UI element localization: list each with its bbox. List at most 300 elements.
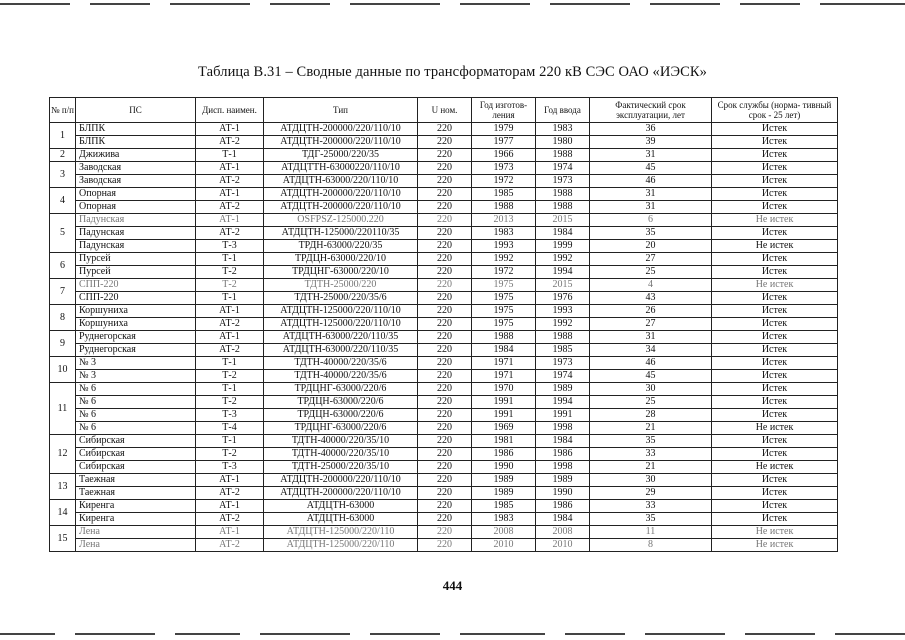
cell-year-in: 1989	[536, 474, 590, 487]
cell-disp: Т-1	[196, 435, 264, 448]
cell-year-in: 1973	[536, 357, 590, 370]
col-disp: Дисп. наимен.	[196, 98, 264, 123]
scan-artifact-top	[0, 0, 905, 10]
cell-type: АТДЦТН-200000/220/110/10	[264, 487, 418, 500]
cell-actual-term: 45	[590, 370, 712, 383]
cell-num: 8	[50, 305, 76, 331]
cell-type: ТРДЦНГ-63000/220/6	[264, 383, 418, 396]
cell-year-made: 1983	[472, 227, 536, 240]
cell-ps: Сибирская	[76, 435, 196, 448]
table-row	[50, 279, 838, 292]
cell-disp: Т-1	[196, 253, 264, 266]
cell-actual-term: 36	[590, 123, 712, 136]
cell-disp: АТ-1	[196, 188, 264, 201]
cell-disp: АТ-2	[196, 136, 264, 149]
table-row	[50, 136, 838, 149]
cell-actual-term: 35	[590, 513, 712, 526]
cell-u-nom: 220	[418, 422, 472, 435]
cell-u-nom: 220	[418, 136, 472, 149]
cell-ps: Падунская	[76, 240, 196, 253]
cell-service-life: Не истек	[712, 214, 838, 227]
cell-u-nom: 220	[418, 461, 472, 474]
table-row	[50, 175, 838, 188]
cell-u-nom: 220	[418, 214, 472, 227]
cell-actual-term: 8	[590, 539, 712, 552]
col-year-made: Год изготов- ления	[472, 98, 536, 123]
cell-actual-term: 46	[590, 357, 712, 370]
cell-disp: Т-2	[196, 396, 264, 409]
col-type: Тип	[264, 98, 418, 123]
cell-service-life: Истек	[712, 409, 838, 422]
cell-year-made: 1972	[472, 175, 536, 188]
cell-u-nom: 220	[418, 396, 472, 409]
cell-disp: АТ-2	[196, 227, 264, 240]
cell-disp: Т-3	[196, 461, 264, 474]
cell-u-nom: 220	[418, 539, 472, 552]
cell-u-nom: 220	[418, 331, 472, 344]
cell-disp: Т-2	[196, 279, 264, 292]
col-unom: U ном.	[418, 98, 472, 123]
cell-year-in: 1984	[536, 513, 590, 526]
cell-service-life: Истек	[712, 253, 838, 266]
cell-year-in: 1988	[536, 149, 590, 162]
cell-actual-term: 21	[590, 461, 712, 474]
col-service-life: Срок службы (норма- тивный срок - 25 лет)	[712, 98, 838, 123]
cell-disp: АТ-2	[196, 344, 264, 357]
cell-disp: АТ-1	[196, 526, 264, 539]
cell-u-nom: 220	[418, 201, 472, 214]
cell-type: ТРДЦН-63000/220/10	[264, 253, 418, 266]
table-row	[50, 188, 838, 201]
cell-type: ТРДЦН-63000/220/6	[264, 409, 418, 422]
cell-year-in: 1988	[536, 188, 590, 201]
cell-ps: Опорная	[76, 201, 196, 214]
cell-year-in: 2015	[536, 214, 590, 227]
cell-u-nom: 220	[418, 279, 472, 292]
cell-actual-term: 33	[590, 448, 712, 461]
cell-disp: Т-4	[196, 422, 264, 435]
cell-u-nom: 220	[418, 253, 472, 266]
cell-service-life: Истек	[712, 318, 838, 331]
header-row	[50, 98, 838, 123]
cell-ps: Заводская	[76, 175, 196, 188]
cell-actual-term: 31	[590, 188, 712, 201]
cell-actual-term: 27	[590, 318, 712, 331]
cell-u-nom: 220	[418, 513, 472, 526]
cell-u-nom: 220	[418, 500, 472, 513]
cell-ps: Пурсей	[76, 266, 196, 279]
cell-year-in: 2015	[536, 279, 590, 292]
cell-service-life: Истек	[712, 435, 838, 448]
cell-service-life: Истек	[712, 357, 838, 370]
table-row	[50, 162, 838, 175]
cell-u-nom: 220	[418, 149, 472, 162]
cell-disp: АТ-2	[196, 487, 264, 500]
cell-service-life: Истек	[712, 305, 838, 318]
table-row	[50, 240, 838, 253]
cell-disp: Т-3	[196, 240, 264, 253]
table-row	[50, 448, 838, 461]
cell-u-nom: 220	[418, 370, 472, 383]
cell-service-life: Истек	[712, 162, 838, 175]
cell-num: 11	[50, 383, 76, 435]
cell-type: ТДТН-40000/220/35/6	[264, 370, 418, 383]
cell-type: ТДТН-40000/220/35/10	[264, 435, 418, 448]
cell-actual-term: 30	[590, 383, 712, 396]
cell-ps: Таежная	[76, 487, 196, 500]
cell-year-made: 1989	[472, 474, 536, 487]
cell-actual-term: 27	[590, 253, 712, 266]
table-row	[50, 201, 838, 214]
cell-ps: № 6	[76, 396, 196, 409]
cell-year-made: 1992	[472, 253, 536, 266]
cell-ps: СПП-220	[76, 279, 196, 292]
cell-disp: АТ-1	[196, 331, 264, 344]
cell-disp: Т-3	[196, 409, 264, 422]
table-row	[50, 422, 838, 435]
cell-type: ТДТН-40000/220/35/6	[264, 357, 418, 370]
cell-type: АТДЦТН-63000/220/110/35	[264, 344, 418, 357]
cell-ps: Руднегорская	[76, 344, 196, 357]
table-row	[50, 253, 838, 266]
cell-u-nom: 220	[418, 240, 472, 253]
cell-service-life: Истек	[712, 383, 838, 396]
cell-disp: АТ-2	[196, 201, 264, 214]
cell-service-life: Не истек	[712, 526, 838, 539]
cell-year-made: 1973	[472, 162, 536, 175]
cell-actual-term: 21	[590, 422, 712, 435]
cell-u-nom: 220	[418, 266, 472, 279]
cell-actual-term: 20	[590, 240, 712, 253]
cell-ps: Сибирская	[76, 461, 196, 474]
cell-year-made: 1970	[472, 383, 536, 396]
cell-service-life: Не истек	[712, 461, 838, 474]
cell-u-nom: 220	[418, 474, 472, 487]
cell-service-life: Истек	[712, 513, 838, 526]
cell-ps: Коршуниха	[76, 305, 196, 318]
cell-actual-term: 39	[590, 136, 712, 149]
cell-type: ТДТН-25000/220/35/10	[264, 461, 418, 474]
cell-ps: Таежная	[76, 474, 196, 487]
table-row	[50, 526, 838, 539]
table-row	[50, 318, 838, 331]
cell-year-in: 2008	[536, 526, 590, 539]
cell-service-life: Истек	[712, 396, 838, 409]
cell-type: АТДЦТН-200000/220/110/10	[264, 123, 418, 136]
table-row	[50, 331, 838, 344]
cell-actual-term: 31	[590, 149, 712, 162]
cell-year-made: 1979	[472, 123, 536, 136]
cell-service-life: Истек	[712, 331, 838, 344]
cell-ps: № 6	[76, 422, 196, 435]
cell-disp: АТ-1	[196, 214, 264, 227]
cell-actual-term: 29	[590, 487, 712, 500]
cell-year-in: 1988	[536, 201, 590, 214]
table-row	[50, 474, 838, 487]
cell-disp: Т-1	[196, 357, 264, 370]
cell-year-made: 1975	[472, 305, 536, 318]
cell-ps: № 6	[76, 383, 196, 396]
cell-ps: Джижива	[76, 149, 196, 162]
cell-type: АТДЦТН-125000/220/110/10	[264, 318, 418, 331]
cell-service-life: Истек	[712, 123, 838, 136]
cell-type: АТДЦТН-200000/220/110/10	[264, 188, 418, 201]
cell-year-in: 1994	[536, 396, 590, 409]
cell-actual-term: 43	[590, 292, 712, 305]
cell-ps: № 3	[76, 370, 196, 383]
cell-service-life: Не истек	[712, 279, 838, 292]
cell-year-made: 1988	[472, 201, 536, 214]
table-row	[50, 227, 838, 240]
cell-ps: Падунская	[76, 214, 196, 227]
cell-ps: БЛПК	[76, 136, 196, 149]
table-row	[50, 435, 838, 448]
col-ps: ПС	[76, 98, 196, 123]
cell-ps: Руднегорская	[76, 331, 196, 344]
cell-year-made: 1975	[472, 279, 536, 292]
cell-type: ТДТН-40000/220/35/10	[264, 448, 418, 461]
cell-type: АТДЦТН-125000/220/110/10	[264, 305, 418, 318]
col-num: № п/п	[50, 98, 76, 123]
cell-actual-term: 6	[590, 214, 712, 227]
cell-service-life: Истек	[712, 474, 838, 487]
cell-u-nom: 220	[418, 526, 472, 539]
cell-service-life: Истек	[712, 266, 838, 279]
table-row	[50, 370, 838, 383]
cell-year-in: 1984	[536, 435, 590, 448]
cell-service-life: Истек	[712, 487, 838, 500]
cell-u-nom: 220	[418, 188, 472, 201]
table-row	[50, 500, 838, 513]
cell-u-nom: 220	[418, 292, 472, 305]
cell-year-made: 1984	[472, 344, 536, 357]
cell-year-made: 1971	[472, 370, 536, 383]
col-year-in: Год ввода	[536, 98, 590, 123]
table-row	[50, 539, 838, 552]
cell-year-made: 1985	[472, 188, 536, 201]
cell-disp: АТ-1	[196, 474, 264, 487]
cell-num: 2	[50, 149, 76, 162]
cell-disp: Т-2	[196, 266, 264, 279]
cell-actual-term: 30	[590, 474, 712, 487]
cell-actual-term: 4	[590, 279, 712, 292]
cell-year-in: 1989	[536, 383, 590, 396]
cell-ps: Коршуниха	[76, 318, 196, 331]
cell-type: ТДТН-25000/220	[264, 279, 418, 292]
cell-type: АТДЦТН-63000/220/110/10	[264, 175, 418, 188]
table-row	[50, 292, 838, 305]
cell-u-nom: 220	[418, 227, 472, 240]
cell-service-life: Истек	[712, 292, 838, 305]
cell-year-made: 1981	[472, 435, 536, 448]
cell-num: 5	[50, 214, 76, 253]
cell-disp: АТ-2	[196, 175, 264, 188]
cell-type: АТДЦТН-125000/220110/35	[264, 227, 418, 240]
cell-actual-term: 33	[590, 500, 712, 513]
scan-artifact-bottom	[0, 630, 905, 640]
cell-ps: СПП-220	[76, 292, 196, 305]
cell-year-made: 1983	[472, 513, 536, 526]
cell-year-in: 1992	[536, 318, 590, 331]
cell-u-nom: 220	[418, 162, 472, 175]
cell-year-made: 2010	[472, 539, 536, 552]
cell-type: АТДЦТН-63000	[264, 500, 418, 513]
cell-type: АТДЦТТН-63000220/110/10	[264, 162, 418, 175]
cell-service-life: Истек	[712, 370, 838, 383]
cell-year-in: 1990	[536, 487, 590, 500]
cell-ps: Киренга	[76, 500, 196, 513]
cell-year-in: 1998	[536, 422, 590, 435]
cell-disp: АТ-2	[196, 513, 264, 526]
cell-service-life: Истек	[712, 448, 838, 461]
cell-disp: АТ-1	[196, 305, 264, 318]
cell-year-made: 1986	[472, 448, 536, 461]
cell-year-made: 1993	[472, 240, 536, 253]
cell-service-life: Не истек	[712, 240, 838, 253]
cell-year-in: 1986	[536, 500, 590, 513]
cell-u-nom: 220	[418, 123, 472, 136]
cell-u-nom: 220	[418, 448, 472, 461]
table-row	[50, 396, 838, 409]
cell-type: АТДЦТН-200000/220/110/10	[264, 474, 418, 487]
cell-disp: Т-1	[196, 149, 264, 162]
cell-num: 1	[50, 123, 76, 149]
cell-service-life: Истек	[712, 136, 838, 149]
cell-type: ТРДЦНГ-63000/220/6	[264, 422, 418, 435]
page-number: 444	[442, 578, 463, 593]
cell-year-in: 1984	[536, 227, 590, 240]
cell-service-life: Истек	[712, 149, 838, 162]
cell-ps: БЛПК	[76, 123, 196, 136]
cell-type: АТДЦТН-125000/220/110	[264, 539, 418, 552]
cell-num: 15	[50, 526, 76, 552]
cell-year-made: 1990	[472, 461, 536, 474]
cell-year-in: 1993	[536, 305, 590, 318]
cell-actual-term: 34	[590, 344, 712, 357]
cell-num: 7	[50, 279, 76, 305]
cell-actual-term: 31	[590, 201, 712, 214]
table-row	[50, 461, 838, 474]
cell-year-made: 1991	[472, 396, 536, 409]
cell-type: ТДГ-25000/220/35	[264, 149, 418, 162]
cell-u-nom: 220	[418, 357, 472, 370]
cell-year-made: 1988	[472, 331, 536, 344]
cell-num: 9	[50, 331, 76, 357]
cell-year-in: 1986	[536, 448, 590, 461]
cell-actual-term: 45	[590, 162, 712, 175]
cell-num: 12	[50, 435, 76, 474]
cell-service-life: Истек	[712, 500, 838, 513]
cell-year-made: 1966	[472, 149, 536, 162]
cell-num: 13	[50, 474, 76, 500]
table-row	[50, 487, 838, 500]
cell-u-nom: 220	[418, 487, 472, 500]
cell-actual-term: 46	[590, 175, 712, 188]
cell-num: 14	[50, 500, 76, 526]
cell-actual-term: 25	[590, 266, 712, 279]
cell-u-nom: 220	[418, 318, 472, 331]
table-body	[50, 123, 838, 552]
cell-year-in: 1985	[536, 344, 590, 357]
cell-year-in: 2010	[536, 539, 590, 552]
cell-year-made: 2008	[472, 526, 536, 539]
cell-year-made: 1969	[472, 422, 536, 435]
table-row	[50, 357, 838, 370]
cell-year-in: 1983	[536, 123, 590, 136]
cell-year-in: 1980	[536, 136, 590, 149]
cell-year-in: 1973	[536, 175, 590, 188]
cell-u-nom: 220	[418, 435, 472, 448]
cell-u-nom: 220	[418, 175, 472, 188]
cell-ps: Лена	[76, 526, 196, 539]
cell-disp: Т-1	[196, 383, 264, 396]
table-row	[50, 149, 838, 162]
cell-service-life: Истек	[712, 201, 838, 214]
cell-year-in: 1988	[536, 331, 590, 344]
table-row	[50, 214, 838, 227]
cell-year-in: 1992	[536, 253, 590, 266]
cell-actual-term: 11	[590, 526, 712, 539]
table-row	[50, 344, 838, 357]
cell-actual-term: 31	[590, 331, 712, 344]
cell-type: ТРДЦН-63000/220/6	[264, 396, 418, 409]
cell-year-made: 1972	[472, 266, 536, 279]
cell-type: ТДТН-25000/220/35/6	[264, 292, 418, 305]
cell-ps: Заводская	[76, 162, 196, 175]
cell-service-life: Истек	[712, 188, 838, 201]
cell-year-made: 1989	[472, 487, 536, 500]
cell-disp: АТ-2	[196, 318, 264, 331]
cell-year-made: 1985	[472, 500, 536, 513]
cell-year-in: 1999	[536, 240, 590, 253]
cell-service-life: Истек	[712, 344, 838, 357]
table-row	[50, 409, 838, 422]
cell-service-life: Не истек	[712, 539, 838, 552]
cell-ps: Киренга	[76, 513, 196, 526]
cell-ps: Падунская	[76, 227, 196, 240]
cell-u-nom: 220	[418, 409, 472, 422]
cell-actual-term: 35	[590, 227, 712, 240]
cell-num: 10	[50, 357, 76, 383]
cell-type: ТРДЦНГ-63000/220/10	[264, 266, 418, 279]
cell-u-nom: 220	[418, 305, 472, 318]
col-actual-term: Фактический срок эксплуатации, лет	[590, 98, 712, 123]
cell-actual-term: 25	[590, 396, 712, 409]
cell-year-made: 2013	[472, 214, 536, 227]
cell-year-in: 1994	[536, 266, 590, 279]
cell-type: АТДЦТН-200000/220/110/10	[264, 201, 418, 214]
cell-year-in: 1998	[536, 461, 590, 474]
cell-ps: Сибирская	[76, 448, 196, 461]
table-row	[50, 383, 838, 396]
cell-type: ТРДН-63000/220/35	[264, 240, 418, 253]
cell-num: 6	[50, 253, 76, 279]
cell-disp: АТ-2	[196, 539, 264, 552]
cell-ps: Опорная	[76, 188, 196, 201]
cell-service-life: Не истек	[712, 422, 838, 435]
cell-disp: Т-1	[196, 292, 264, 305]
cell-year-made: 1971	[472, 357, 536, 370]
cell-year-in: 1976	[536, 292, 590, 305]
cell-actual-term: 26	[590, 305, 712, 318]
cell-actual-term: 28	[590, 409, 712, 422]
cell-num: 4	[50, 188, 76, 214]
table-row	[50, 513, 838, 526]
cell-disp: АТ-1	[196, 500, 264, 513]
cell-service-life: Истек	[712, 227, 838, 240]
cell-ps: Лена	[76, 539, 196, 552]
transformer-table	[49, 97, 838, 552]
